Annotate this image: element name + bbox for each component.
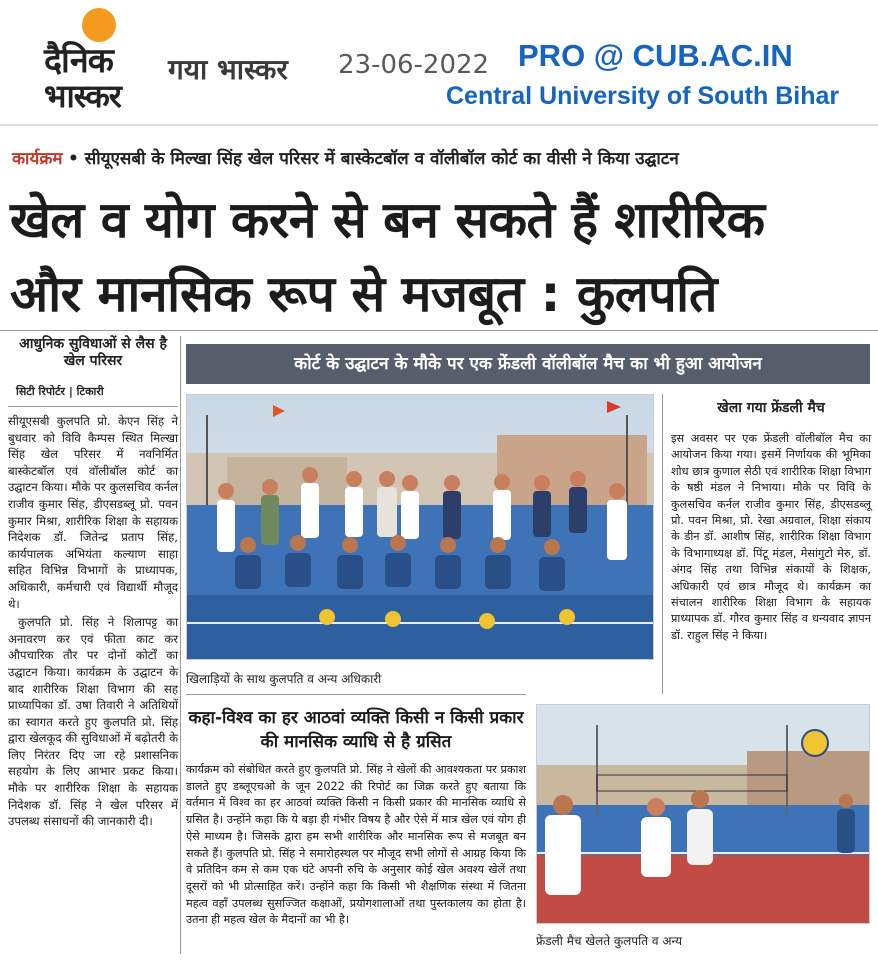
section-banner: कोर्ट के उद्घाटन के मौके पर एक फ्रेंडली वॉलीबॉल मैच का भी हुआ आयोजन [186, 344, 870, 384]
lower-section-divider [186, 694, 526, 695]
group-photo-caption: खिलाड़ियों के साथ कुलपति व अन्य अधिकारी [186, 672, 382, 686]
dainik-bhaskar-logo [40, 8, 155, 116]
publication-date: 23-06-2022 [338, 50, 490, 80]
right-column-body: इस अवसर पर एक फ्रेंडली वॉलीबॉल मैच का आयोजन किया गया। इसमें निर्णायक की भूमिका शोध छात्र कुणाल सेठी एवं शारीरिक शिक्षा विभाग के षष्ठी मंडल ने निभाया। मौके पर विवि के कुलसचिव कर्नल राजीव कुमार सिंह, डीएसडब्लू प्रो. पवन मिश्रा, प्रो. रेखा अग्रवाल, शिक्षा संकाय के डीन डॉ. आशीष सिंह, शारीरिक शिक्षा विभाग के विभागाध्यक्ष डॉ. पिंटू मंडल, मेसांगुटो मेरु, डॉ. अंगद सिंह तथा विभिन्न संकायों के शिक्षक, अधिकारी एवं छात्र मौजूद थे। कार्यक्रम का संचालन शारीरिक शिक्षा विभाग के सहायक प्राध्यापक डॉ. गौरव कुमार सिंह व धन्यवाद ज्ञापन डॉ. राहुल सिंह ने किया। [671, 432, 871, 642]
reporter-byline: सिटी रिपोर्टर | टिकारी [16, 385, 104, 398]
left-paragraph-2: कुलपति प्रो. सिंह ने शिलापट्ट का अनावरण कर एवं फीता काट कर औपचारिक तौर पर दोनों कोर्टों का उद्घाटन किया। कार्यक्रम के उद्घाटन के बाद शारीरिक शिक्षा विभाग की सह प्राध्यापिका डॉ. उषा तिवारी ने अतिथियों का स्वागत करते हुए कुलपति प्रो. सिंह द्वारा खेलकूद की सुविधाओं में बढ़ोतरी के लिए निरंतर दिए जा रहे प्रशासनिक सहयोग के लिए आभार प्रकट किया। मौके पर शारीरिक शिक्षा के सहायक निदेशक डॉ. सिंह ने खेल परिसर में उपलब्ध संसाधनों की जानकारी दी। [8, 615, 178, 829]
right-column-divider [662, 394, 663, 694]
kicker-tag: कार्यक्रम [12, 149, 63, 169]
right-column [671, 398, 871, 644]
header-divider [0, 124, 878, 126]
university-name: Central University of South Bihar [446, 82, 840, 110]
group-photo [186, 394, 654, 660]
section-divider [0, 330, 878, 331]
headline-line-1: खेल व योग करने से बन सकते हैं शारीरिक [10, 191, 765, 249]
byline-divider [8, 406, 178, 407]
edition-name: गया भास्कर [168, 53, 288, 86]
match-photo-caption: फ्रेंडली मैच खेलते कुलपति व अन्य [536, 934, 683, 948]
left-column-body [8, 413, 178, 830]
logo-line-1: दैनिक [44, 41, 113, 81]
column-divider [180, 336, 181, 954]
match-photo [536, 704, 870, 924]
newspaper-header [0, 0, 878, 122]
left-column-header [8, 336, 178, 399]
headline-line-2: और मानसिक रूप से मजबूत : कुलपति [10, 265, 718, 323]
right-subhead: खेला गया फ्रेंडली मैच [717, 400, 825, 416]
article-kicker [12, 146, 679, 169]
mid-subhead: कहा-विश्व का हर आठवां व्यक्ति किसी न किसी प्रकार की मानसिक व्याधि से है ग्रसित [188, 708, 524, 752]
logo-line-2: भास्कर [44, 77, 121, 115]
left-paragraph-1: सीयूएसबी कुलपति प्रो. केएन सिंह ने बुधवार को विवि कैम्पस स्थित मिल्खा सिंह खेल परिसर में नवनिर्मित बास्केटबॉल एवं वॉलीबॉल कोर्ट का उद्घाटन किया। मौके पर कुलसचिव कर्नल राजीव कुमार सिंह, डीएसडब्लू प्रो. पवन कुमार मिश्रा, शारीरिक शिक्षा के सहायक निदेशक डॉ. जितेन्द्र प्रताप सिंह, कार्यपालक अभियंता कल्याण साहा सहित विभिन्न विभागों के प्राध्यापक, अधिकारी, कर्मचारी एवं विद्यार्थी मौजूद थे। [8, 414, 178, 611]
left-subhead: आधुनिक सुविधाओं से लैस है खेल परिसर [19, 336, 167, 369]
mid-column-body: कार्यक्रम को संबोधित करते हुए कुलपति प्रो. सिंह ने खेलों की आवश्यकता पर प्रकाश डालते हुए डब्लूएचओ के जून 2022 की रिपोर्ट का जिक्र करते हुए बताया कि वर्तमान में विश्व का हर आठवां व्यक्ति किसी न किसी प्रकार की मानसिक व्याधि से ग्रसित है। उन्होंने कहा कि ये बड़ा ही गंभीर विषय है और ऐसे में मात्र खेल एवं योग ही ऐसे माध्यम है। जिसके द्वारा हम सभी शारीरिक और मानसिक रूप से मजबूत बन सकते हैं। कुलपति प्रो. सिंह ने समारोहस्थल पर मौजूद सभी लोगों से आग्रह किया कि वे प्रतिदिन कम से कम एक घंटे अपनी रुचि के अनुसार कोई खेल अवश्य खेलें तथा दूसरों को भी प्रोत्साहित करें। उन्होंने कहा कि किसी भी शैक्षणिक संस्था में जितना महत्व वहाँ उपलब्ध सुसज्जित कक्षाओं, प्रयोगशालाओं तथा पुस्तकालय का होता है। उतना ही महत्व खेल के मैदानों का भी है। [186, 763, 526, 927]
pro-email-label: PRO @ CUB.AC.IN [518, 38, 793, 73]
kicker-text: • सीयूएसबी के मिल्खा सिंह खेल परिसर में बास्केटबॉल व वॉलीबॉल कोर्ट का वीसी ने किया उद्घाटन [67, 149, 679, 169]
